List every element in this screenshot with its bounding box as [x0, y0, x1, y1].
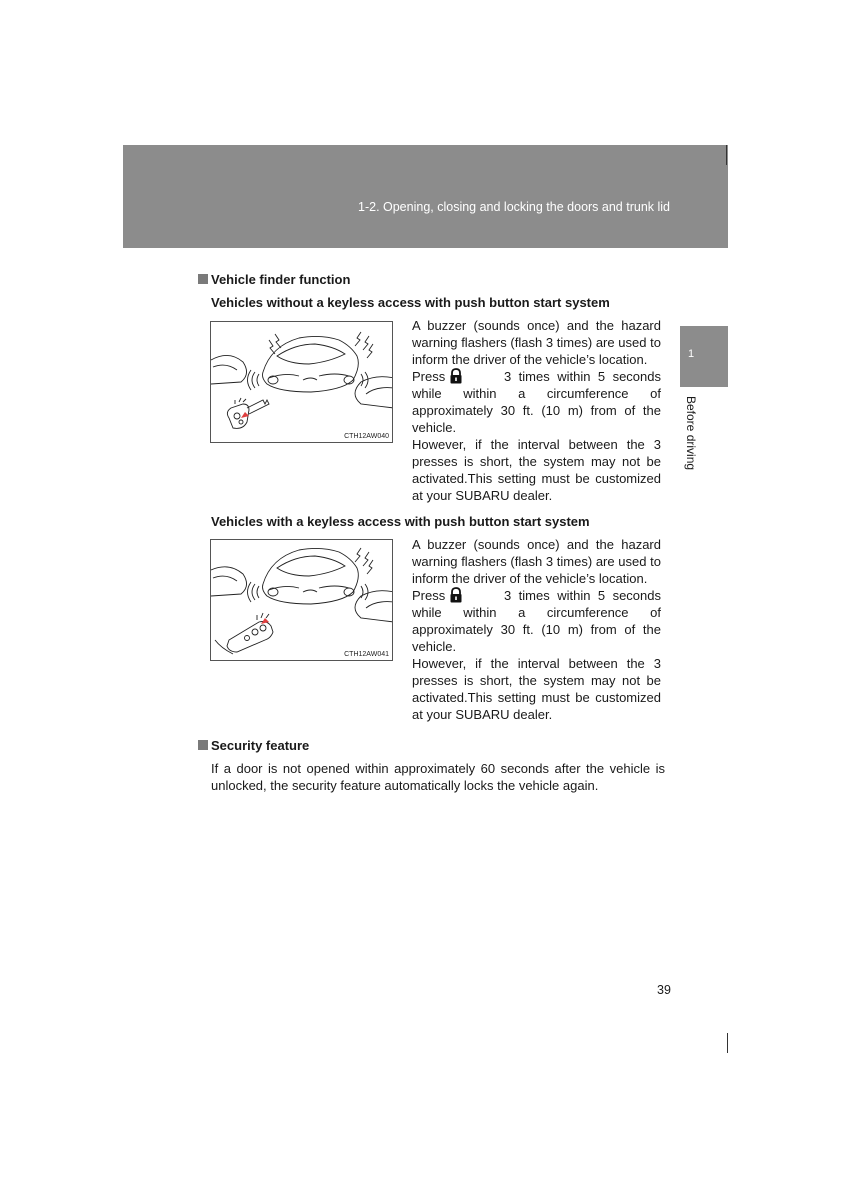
footer-crop-mark	[727, 1033, 728, 1053]
subheading-without-keyless: Vehicles without a keyless access with push button start system	[211, 295, 610, 310]
lock-icon	[449, 368, 463, 384]
section-heading-vehicle-finder: Vehicle finder function	[198, 272, 350, 287]
car-with-remote-key-illustration	[211, 322, 393, 443]
page-header-title: 1-2. Opening, closing and locking the doors and trunk lid	[358, 200, 670, 214]
car-with-access-key-illustration	[211, 540, 393, 661]
security-feature-text: If a door is not opened within approximately 60 seconds after the vehicle is unlocked, the security feature automatically locks the vehicle again.	[211, 761, 665, 793]
figure-code: CTH12AW041	[344, 651, 389, 658]
subheading-with-keyless: Vehicles with a keyless access with push button start system	[211, 514, 590, 529]
square-bullet-icon	[198, 274, 208, 284]
figure-code: CTH12AW040	[344, 433, 389, 440]
page-number: 39	[657, 983, 671, 997]
description-without-keyless: A buzzer (sounds once) and the hazard warning flashers (flash 3 times) are used to inform the driver of the vehicle’s location. Press 3 times within 5 seconds while within a circumference of approximately 30 ft. (10 m) from of the vehicle. However, if the interval between the 3 presses is short, the system may not be activated.This setting must be customized at your SUBARU dealer.	[412, 318, 661, 503]
chapter-label: Before driving	[684, 396, 698, 471]
header-band	[123, 145, 728, 248]
figure-key-remote	[210, 321, 393, 443]
lock-icon	[449, 587, 463, 603]
section-heading-security: Security feature	[198, 738, 309, 753]
figure-keyless-access	[210, 539, 393, 661]
description-with-keyless: A buzzer (sounds once) and the hazard warning flashers (flash 3 times) are used to inform the driver of the vehicle’s location. Press 3 times within 5 seconds while within a circumference of approximately 30 ft. (10 m) from of the vehicle. However, if the interval between the 3 presses is short, the system may not be activated.This setting must be customized at your SUBARU dealer.	[412, 537, 661, 722]
header-crop-mark	[726, 145, 727, 165]
square-bullet-icon	[198, 740, 208, 750]
chapter-tab	[680, 326, 728, 387]
chapter-number: 1	[688, 348, 695, 360]
